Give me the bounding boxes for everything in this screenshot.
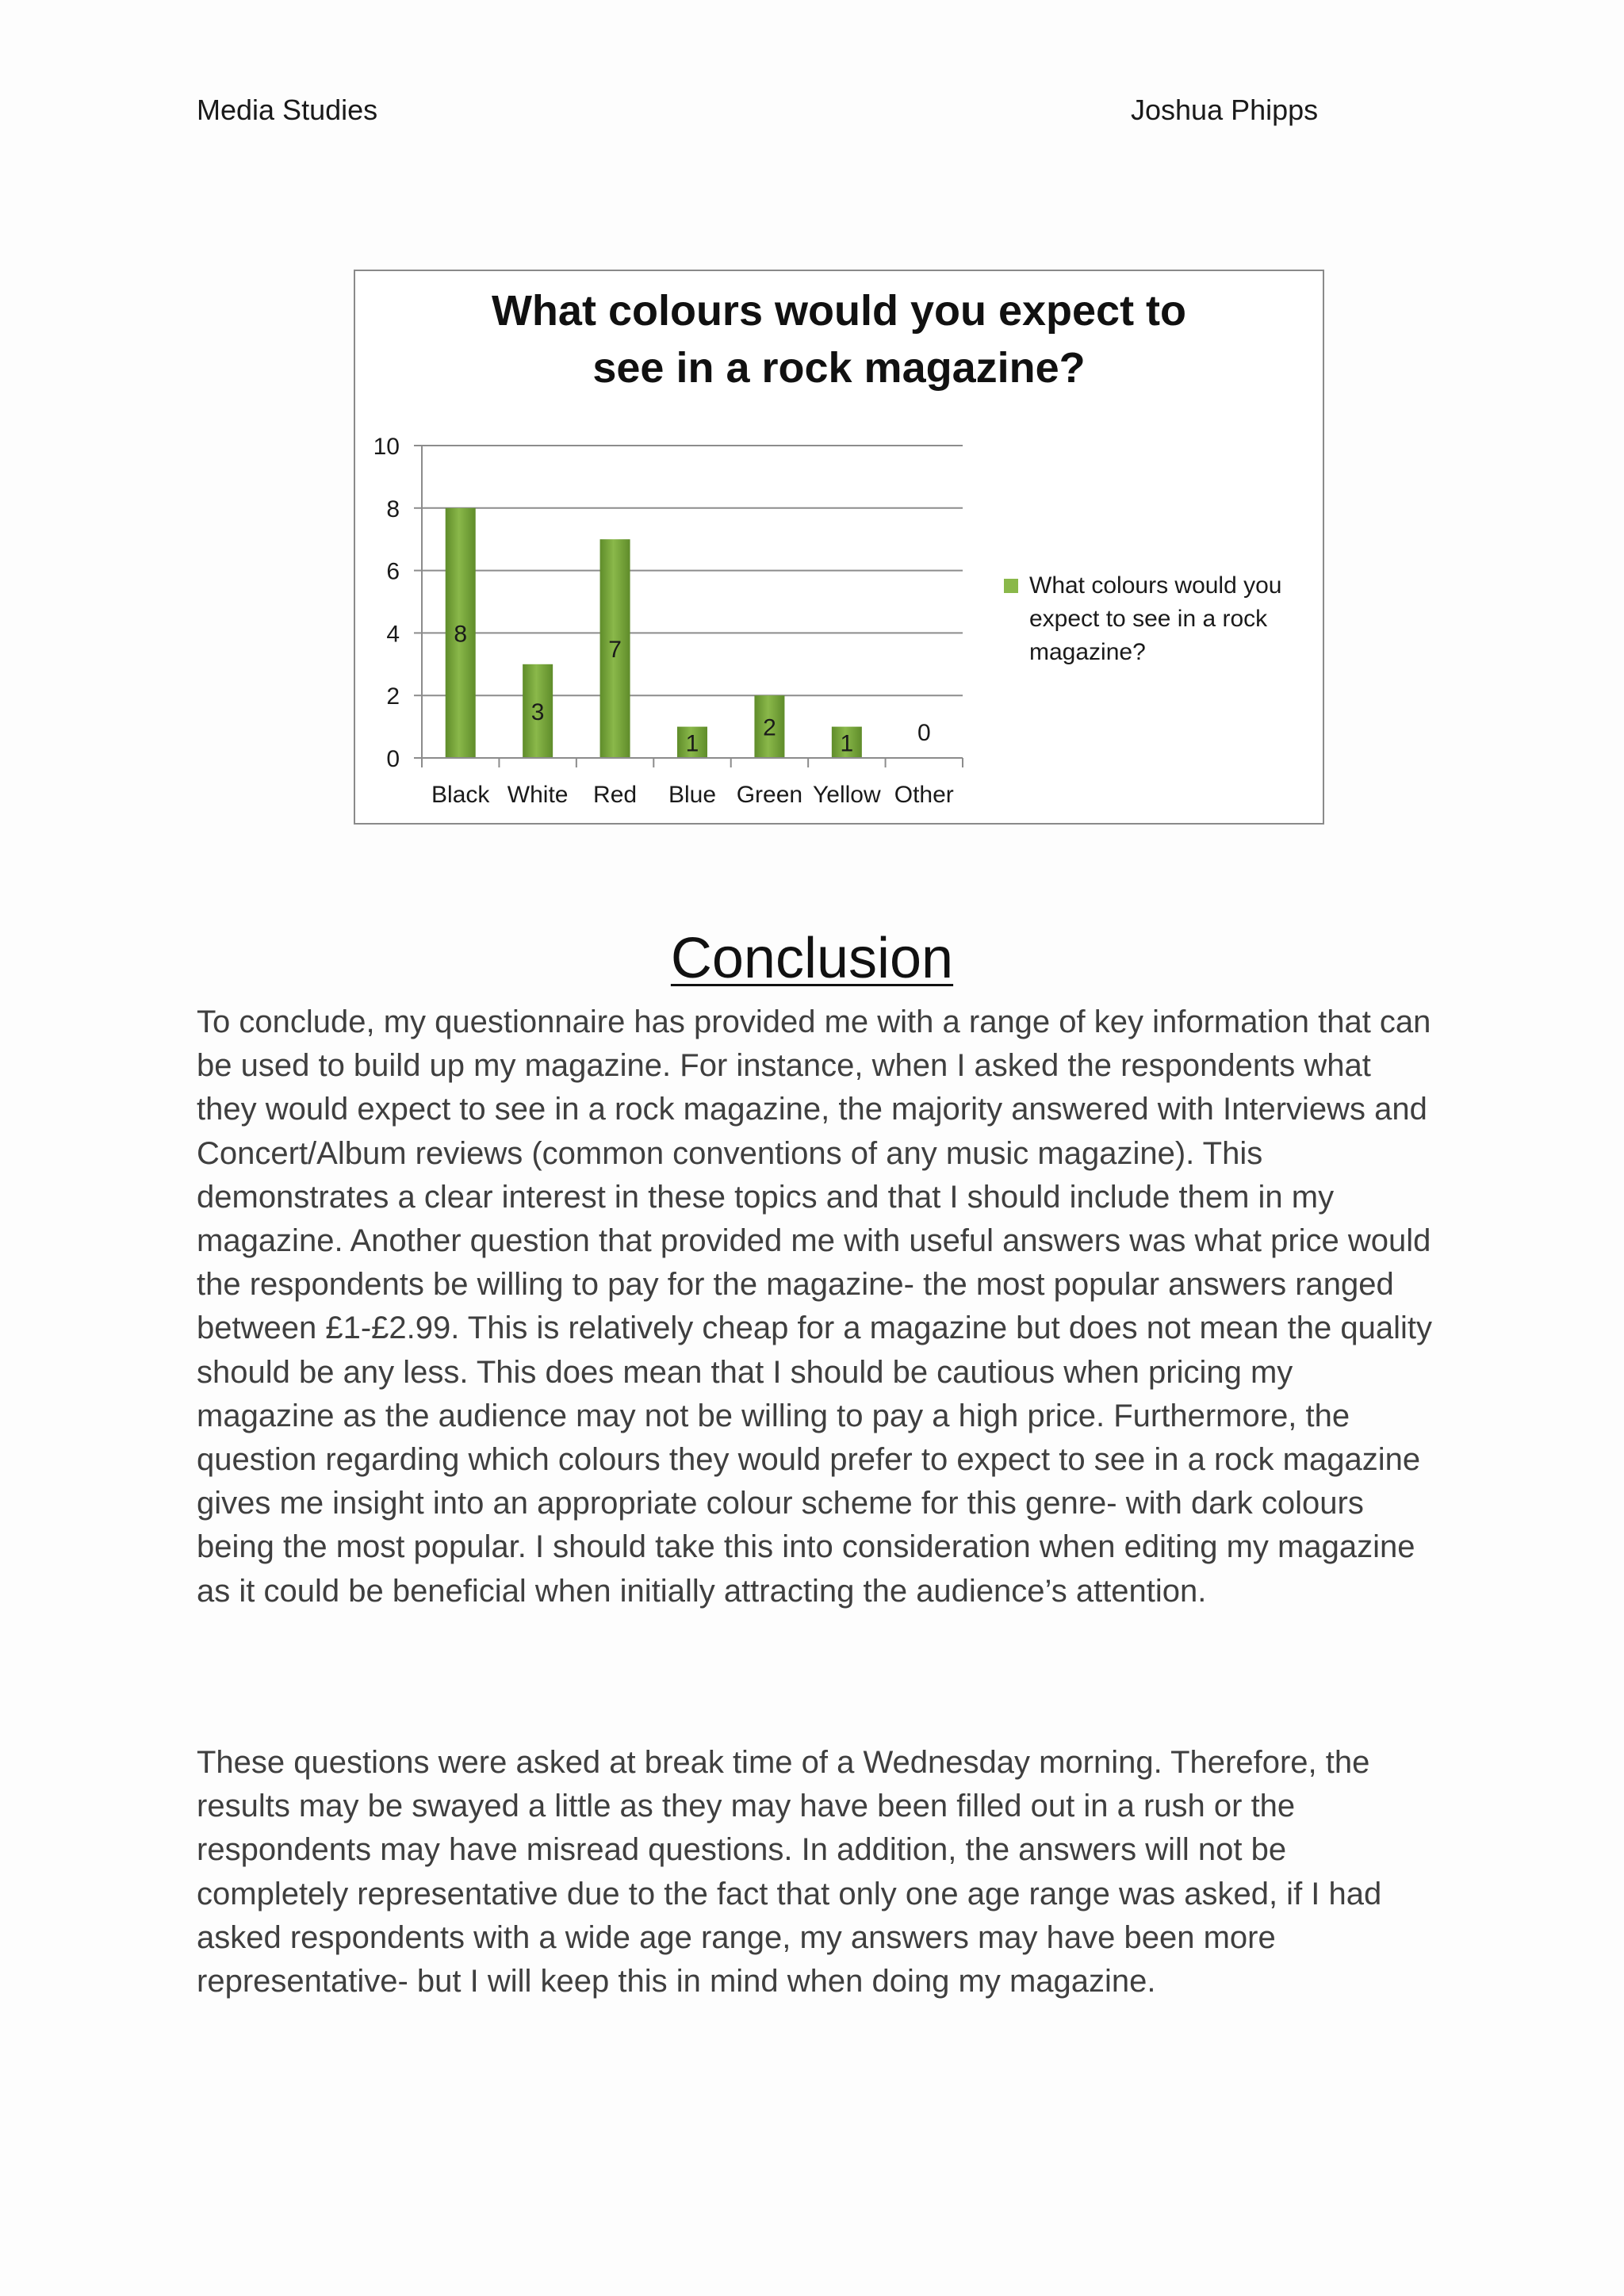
legend-swatch [1004, 579, 1018, 593]
y-tick-label: 2 [386, 683, 400, 710]
x-tick-label-other: Other [894, 782, 954, 808]
legend-line-1: What colours would you [1029, 572, 1282, 599]
y-tick-label: 10 [373, 434, 400, 460]
chart-legend [1004, 569, 1321, 669]
header-author: Joshua Phipps [1131, 94, 1319, 126]
conclusion-paragraph-2: These questions were asked at break time of a Wednesday morning. Therefore, the results may be swayed a little as they may have been filled out in a rush or the respondents may have misread questions. In addition, the answers will not be completely representative due to the fact that only one age range was asked, if I had asked respondents with a wide age range, my answers may have been more representative- but I will keep this in mind when doing my magazine. [197, 1745, 1382, 1999]
chart-title-line-1: What colours would you expect to [491, 287, 1187, 335]
x-tick-label-blue: Blue [668, 782, 717, 808]
data-label-black: 8 [454, 621, 468, 648]
y-tick-label: 8 [386, 496, 400, 522]
legend-line-2: expect to see in a rock [1029, 606, 1268, 632]
data-label-yellow: 1 [840, 730, 854, 757]
data-label-blue: 1 [685, 730, 699, 757]
legend-line-3: magazine? [1029, 639, 1146, 665]
conclusion-paragraph-1: To conclude, my questionnaire has provided me with a range of key information that can be used to build up my magazine. For instance, when I asked the respondents what they would expect to see in a rock magazine, the majority answered with Interviews and Concert/Album reviews (common conventions of any music magazine). This demonstrates a clear interest in these topics and that I should include them in my magazine. Another question that provided me with useful answers was what price would the respondents be willing to pay for the magazine- the most popular answers ranged between £1-£2.99. This is relatively cheap for a magazine but does not mean the quality should be any less. This does mean that I should be cautious when pricing my magazine as the audience may not be willing to pay a high price. Furthermore, the question regarding which colours they would prefer to expect to see in a rock magazine gives me insight into an appropriate colour scheme for this genre- with dark colours being the most popular. I should take this into consideration when editing my magazine as it could be beneficial when initially attracting the audience’s attention. [197, 1004, 1432, 1609]
data-label-green: 2 [763, 714, 776, 741]
x-tick-label-yellow: Yellow [813, 782, 881, 808]
chart-title-line-2: see in a rock magazine? [592, 344, 1086, 392]
y-tick-label: 0 [386, 746, 400, 772]
x-tick-label-black: Black [431, 782, 490, 808]
x-tick-label-red: Red [593, 782, 638, 808]
x-tick-label-white: White [507, 782, 569, 808]
data-label-red: 7 [608, 637, 622, 664]
y-tick-label: 6 [386, 558, 400, 585]
data-label-other: 0 [917, 720, 931, 746]
conclusion-title: Conclusion [670, 927, 954, 990]
x-tick-label-green: Green [736, 782, 803, 808]
bar-chart [354, 270, 1324, 825]
y-tick-label: 4 [386, 621, 400, 648]
data-label-white: 3 [530, 698, 545, 725]
header-subject: Media Studies [197, 94, 378, 126]
